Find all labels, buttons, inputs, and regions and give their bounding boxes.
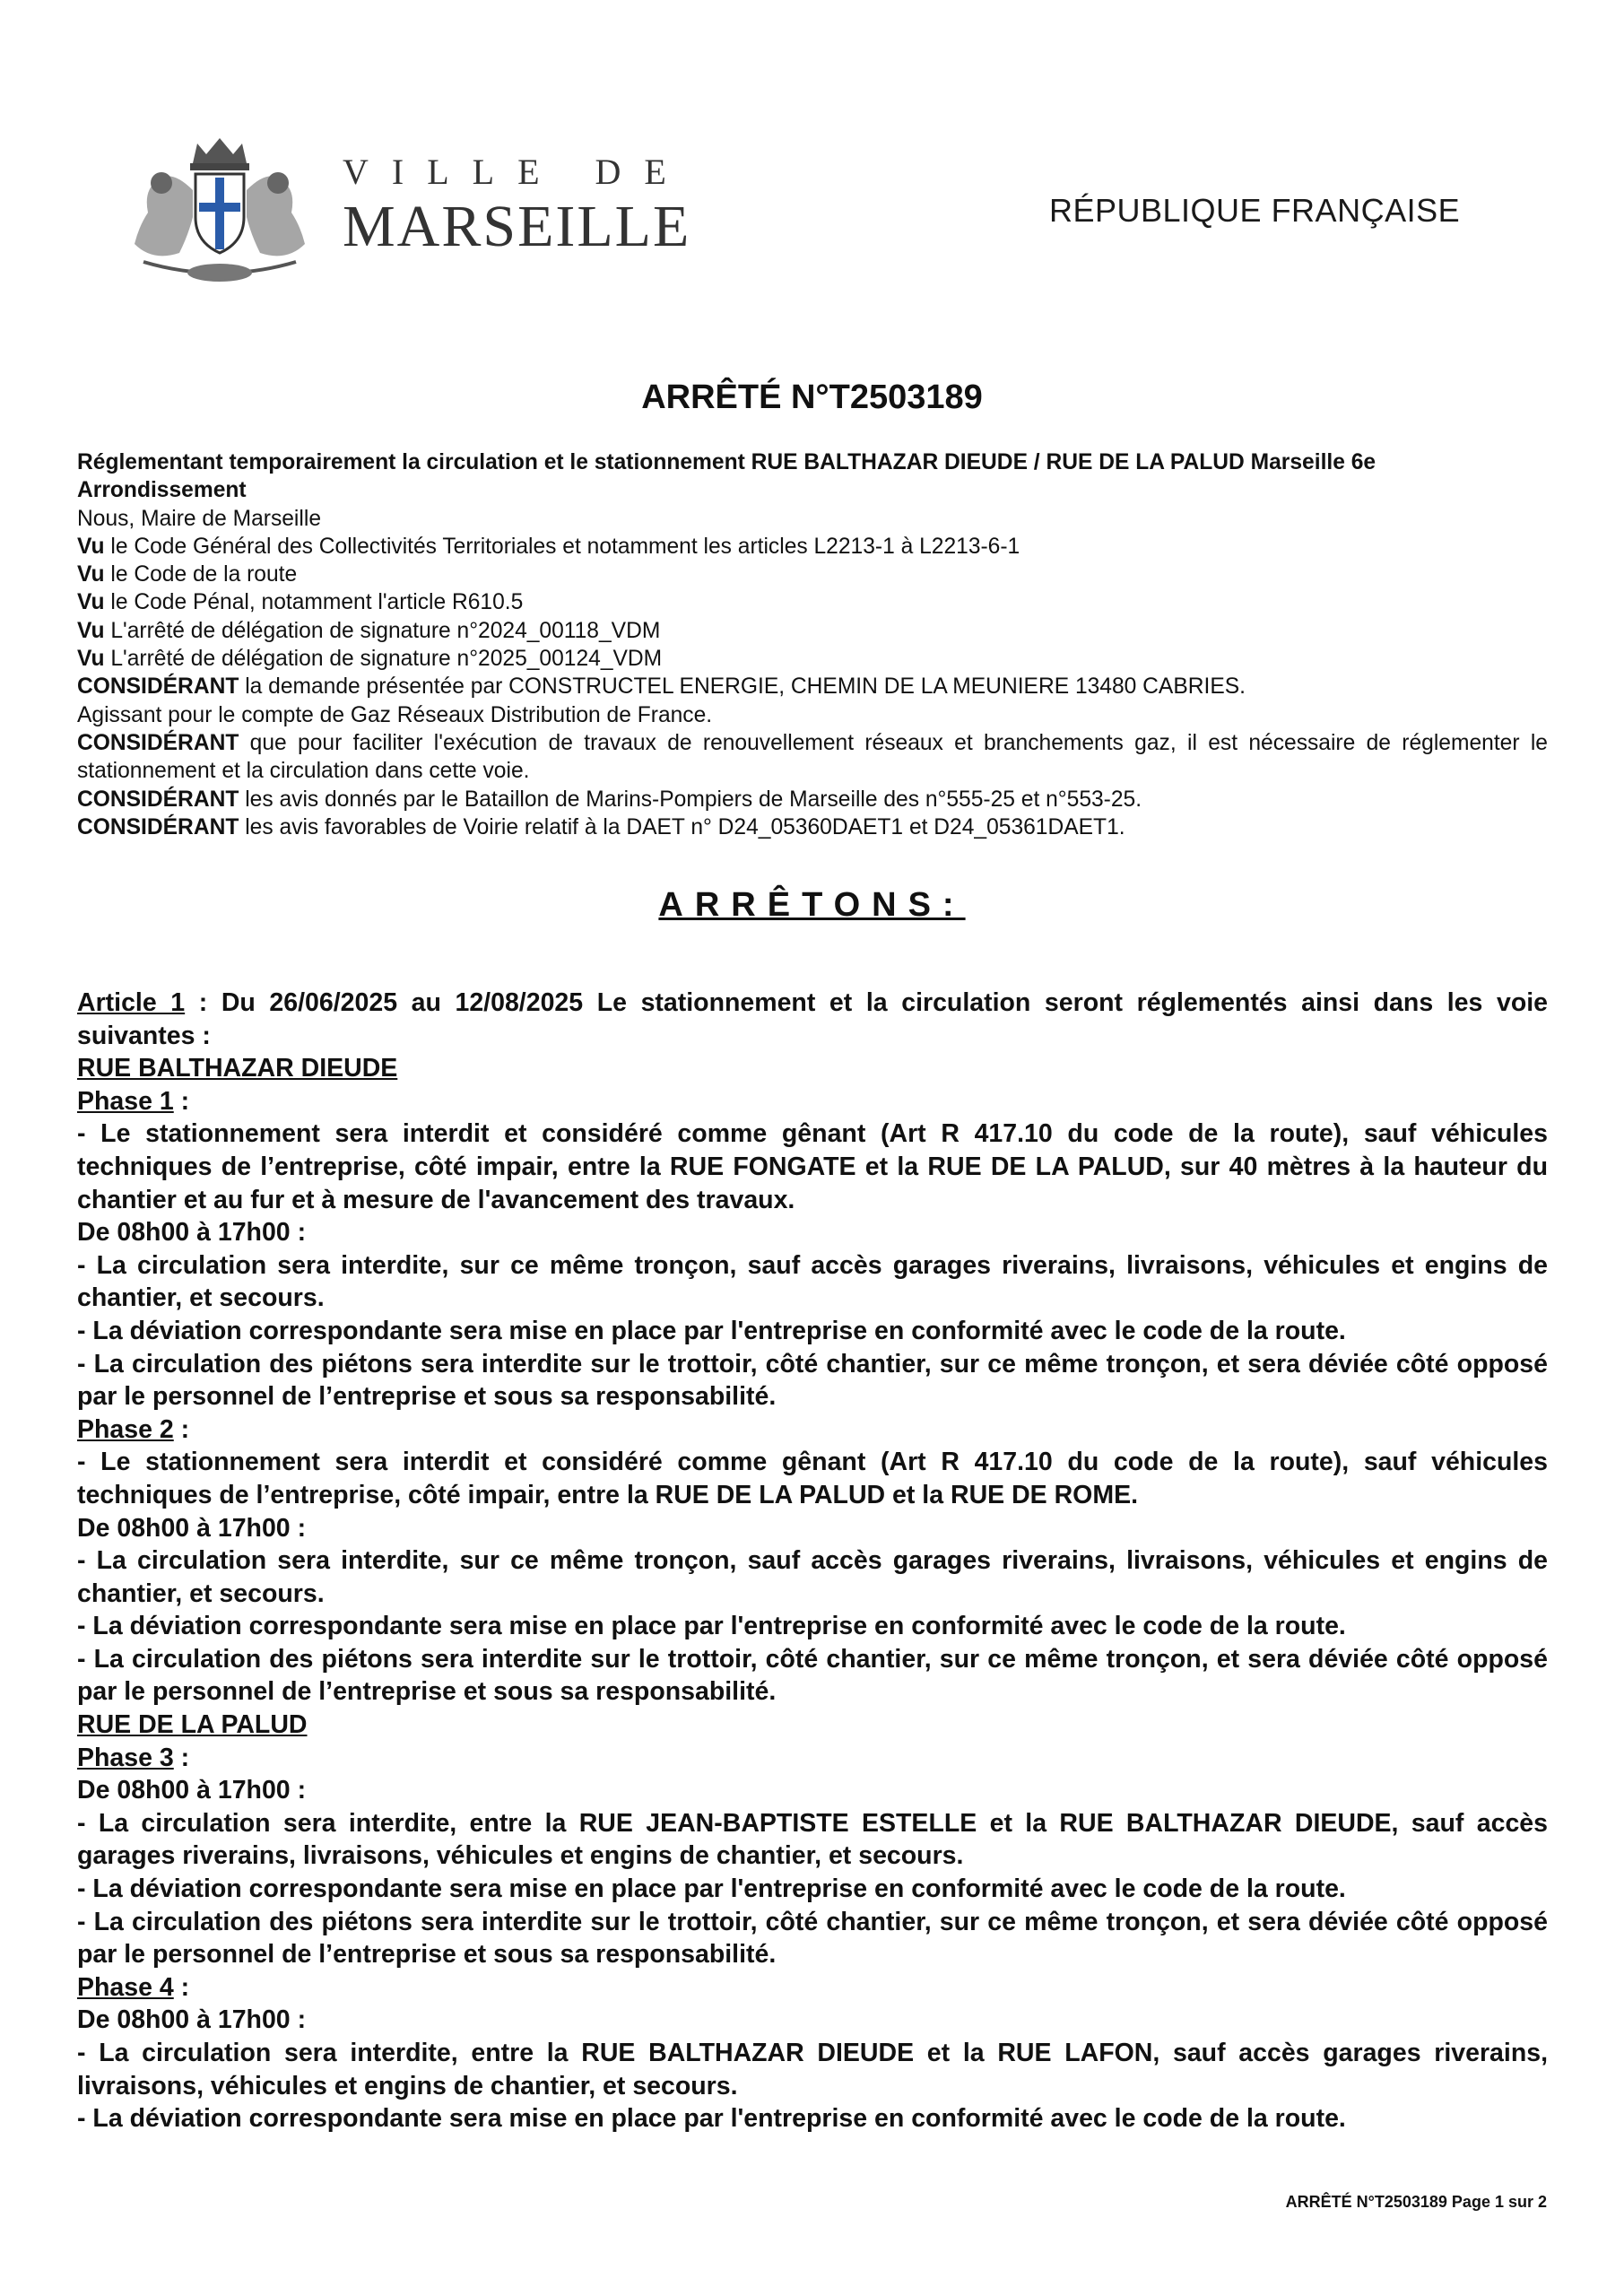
phase-label: Phase 1 [77, 1086, 174, 1116]
article-1 [77, 987, 1548, 2135]
street-heading: RUE DE LA PALUD [77, 1710, 308, 1740]
considerant-lead: CONSIDÉRANT [77, 814, 239, 839]
rule-line: - La circulation sera interdite, entre la RUE JEAN-BAPTISTE ESTELLE et la RUE BALTHAZAR DIEUDE, sauf accès garages riverains, livraisons, véhicules et engins de chantier, et secours. [77, 1808, 1548, 1871]
maire-line: Nous, Maire de Marseille [77, 506, 321, 531]
phase-heading [77, 1971, 1548, 2005]
page-title: ARRÊTÉ N°T2503189 [641, 378, 983, 416]
vu-line [77, 645, 1548, 673]
vu-lead: Vu [77, 590, 105, 615]
considerant-text: que pour faciliter l'exécution de travaux de renouvellement réseaux et branchements gaz, il est nécessaire de réglementer le stationnement et la circulation dans cette voie. [77, 730, 1548, 784]
vu-text: le Code de la route [104, 562, 298, 587]
phase-colon: : [173, 1743, 190, 1772]
phase-colon: : [173, 1972, 190, 2002]
rule-line: - La déviation correspondante sera mise en place par l'entreprise en conformité avec le code de la route. [77, 2104, 1346, 2134]
article-intro: : Du 26/06/2025 au 12/08/2025 Le stationnement et la circulation seront réglementés ainsi dans les voie suivantes : [77, 988, 1548, 1050]
hours-line: De 08h00 à 17h00 : [77, 1218, 307, 1248]
subject-line: Réglementant temporairement la circulation et le stationnement RUE BALTHAZAR DIEUDE / RUE DE LA PALUD Marseille 6e Arrondissement [77, 450, 1376, 503]
phase-colon: : [173, 1086, 190, 1116]
rule-line: - La déviation correspondante sera mise en place par l'entreprise en conformité avec le code de la route. [77, 1612, 1346, 1641]
logo-line-ville-de: VILLE DE [343, 152, 690, 192]
phase-label: Phase 3 [77, 1743, 174, 1772]
vu-line [77, 588, 1548, 616]
phase-colon: : [173, 1414, 190, 1444]
vu-text: le Code Pénal, notamment l'article R610.5 [104, 590, 524, 615]
considerant-line [77, 786, 1548, 813]
hours-line: De 08h00 à 17h00 : [77, 1513, 307, 1543]
rule-line: - La déviation correspondante sera mise en place par l'entreprise en conformité avec le code de la route. [77, 1874, 1346, 1904]
rule-line: - La circulation sera interdite, entre la RUE BALTHAZAR DIEUDE et la RUE LAFON, sauf accès garages riverains, livraisons, véhicules et engins de chantier, et secours. [77, 2039, 1548, 2100]
rule-line: - La circulation sera interdite, sur ce même tronçon, sauf accès garages riverains, livraisons, véhicules et engins de chantier, et secours. [77, 1546, 1548, 1608]
vu-text: L'arrêté de délégation de signature n°2024_00118_VDM [104, 618, 661, 643]
rule-line: - La circulation des piétons sera interdite sur le trottoir, côté chantier, sur ce même tronçon, et sera déviée côté opposé par le personnel de l’entreprise et sous sa responsabilité. [77, 1349, 1548, 1412]
agissant-line: Agissant pour le compte de Gaz Réseaux Distribution de France. [77, 702, 713, 727]
rule-line: - La circulation des piétons sera interdite sur le trottoir, côté chantier, sur ce même tronçon, et sera déviée côté opposé par le personnel de l’entreprise et sous sa responsabilité. [77, 1644, 1548, 1707]
street-heading: RUE BALTHAZAR DIEUDE [77, 1054, 398, 1083]
vu-line [77, 561, 1548, 588]
rule-line: - Le stationnement sera interdit et considéré comme gênant (Art R 417.10 du code de la route), sauf véhicules techniques de l’entreprise, côté impair, entre la RUE FONGATE et la RUE DE LA PALUD, sur 40 mètres à la hauteur du chantier et au fur et à mesure de l'avancement des travaux. [77, 1119, 1548, 1214]
considerant-lead: CONSIDÉRANT [77, 730, 239, 755]
page-footer: ARRÊTÉ N°T2503189 Page 1 sur 2 [1285, 2193, 1547, 2211]
considerant-lead: CONSIDÉRANT [77, 674, 239, 700]
vu-lead: Vu [77, 534, 105, 559]
logo-line-marseille: MARSEILLE [343, 194, 691, 259]
preamble [77, 448, 1548, 841]
rule-line: - La déviation correspondante sera mise en place par l'entreprise en conformité avec le code de la route. [77, 1316, 1346, 1345]
republique-francaise: RÉPUBLIQUE FRANÇAISE [1049, 192, 1461, 229]
rule-line: - La circulation sera interdite, sur ce même tronçon, sauf accès garages riverains, livraisons, véhicules et engins de chantier, et secours. [77, 1250, 1548, 1313]
phase-heading [77, 1413, 1548, 1447]
considerant-text: les avis favorables de Voirie relatif à la DAET n° D24_05360DAET1 et D24_05361DAET1. [239, 814, 1125, 839]
considerant-line [77, 813, 1548, 841]
article-heading [77, 987, 1548, 1052]
vu-text: L'arrêté de délégation de signature n°2025_00124_VDM [104, 647, 663, 672]
vu-lead: Vu [77, 647, 105, 672]
ville-de-marseille-logo [343, 152, 690, 258]
hours-line: De 08h00 à 17h00 : [77, 1776, 307, 1805]
rule-line: - Le stationnement sera interdit et considéré comme gênant (Art R 417.10 du code de la route), sauf véhicules techniques de l’entreprise, côté impair, entre la RUE DE LA PALUD et la RUE DE ROME. [77, 1448, 1548, 1509]
considerant-text: les avis donnés par le Bataillon de Marins-Pompiers de Marseille des n°555-25 et n°553-25. [239, 787, 1142, 812]
considerant-line [77, 729, 1548, 786]
vu-lead: Vu [77, 562, 105, 587]
vu-text: le Code Général des Collectivités Territoriales et notamment les articles L2213-1 à L2213-6-1 [104, 534, 1020, 559]
phase-label: Phase 4 [77, 1972, 174, 2002]
phase-heading [77, 1742, 1548, 1775]
city-coat-of-arms-logo [108, 127, 332, 289]
rule-line: - La circulation des piétons sera interdite sur le trottoir, côté chantier, sur ce même tronçon, et sera déviée côté opposé par le personnel de l’entreprise et sous sa responsabilité. [77, 1907, 1548, 1970]
document-header [0, 0, 1624, 323]
phase-label: Phase 2 [77, 1414, 174, 1444]
considerant-lead: CONSIDÉRANT [77, 787, 239, 812]
phase-heading [77, 1085, 1548, 1118]
vu-line [77, 617, 1548, 645]
vu-line [77, 533, 1548, 561]
considerant-line [77, 673, 1548, 700]
considerant-text: la demande présentée par CONSTRUCTEL ENERGIE, CHEMIN DE LA MEUNIERE 13480 CABRIES. [239, 674, 1246, 700]
hours-line: De 08h00 à 17h00 : [77, 2005, 307, 2035]
article-label: Article 1 [77, 988, 186, 1017]
vu-lead: Vu [77, 618, 105, 643]
arretons-heading: ARRÊTONS: [658, 886, 966, 924]
